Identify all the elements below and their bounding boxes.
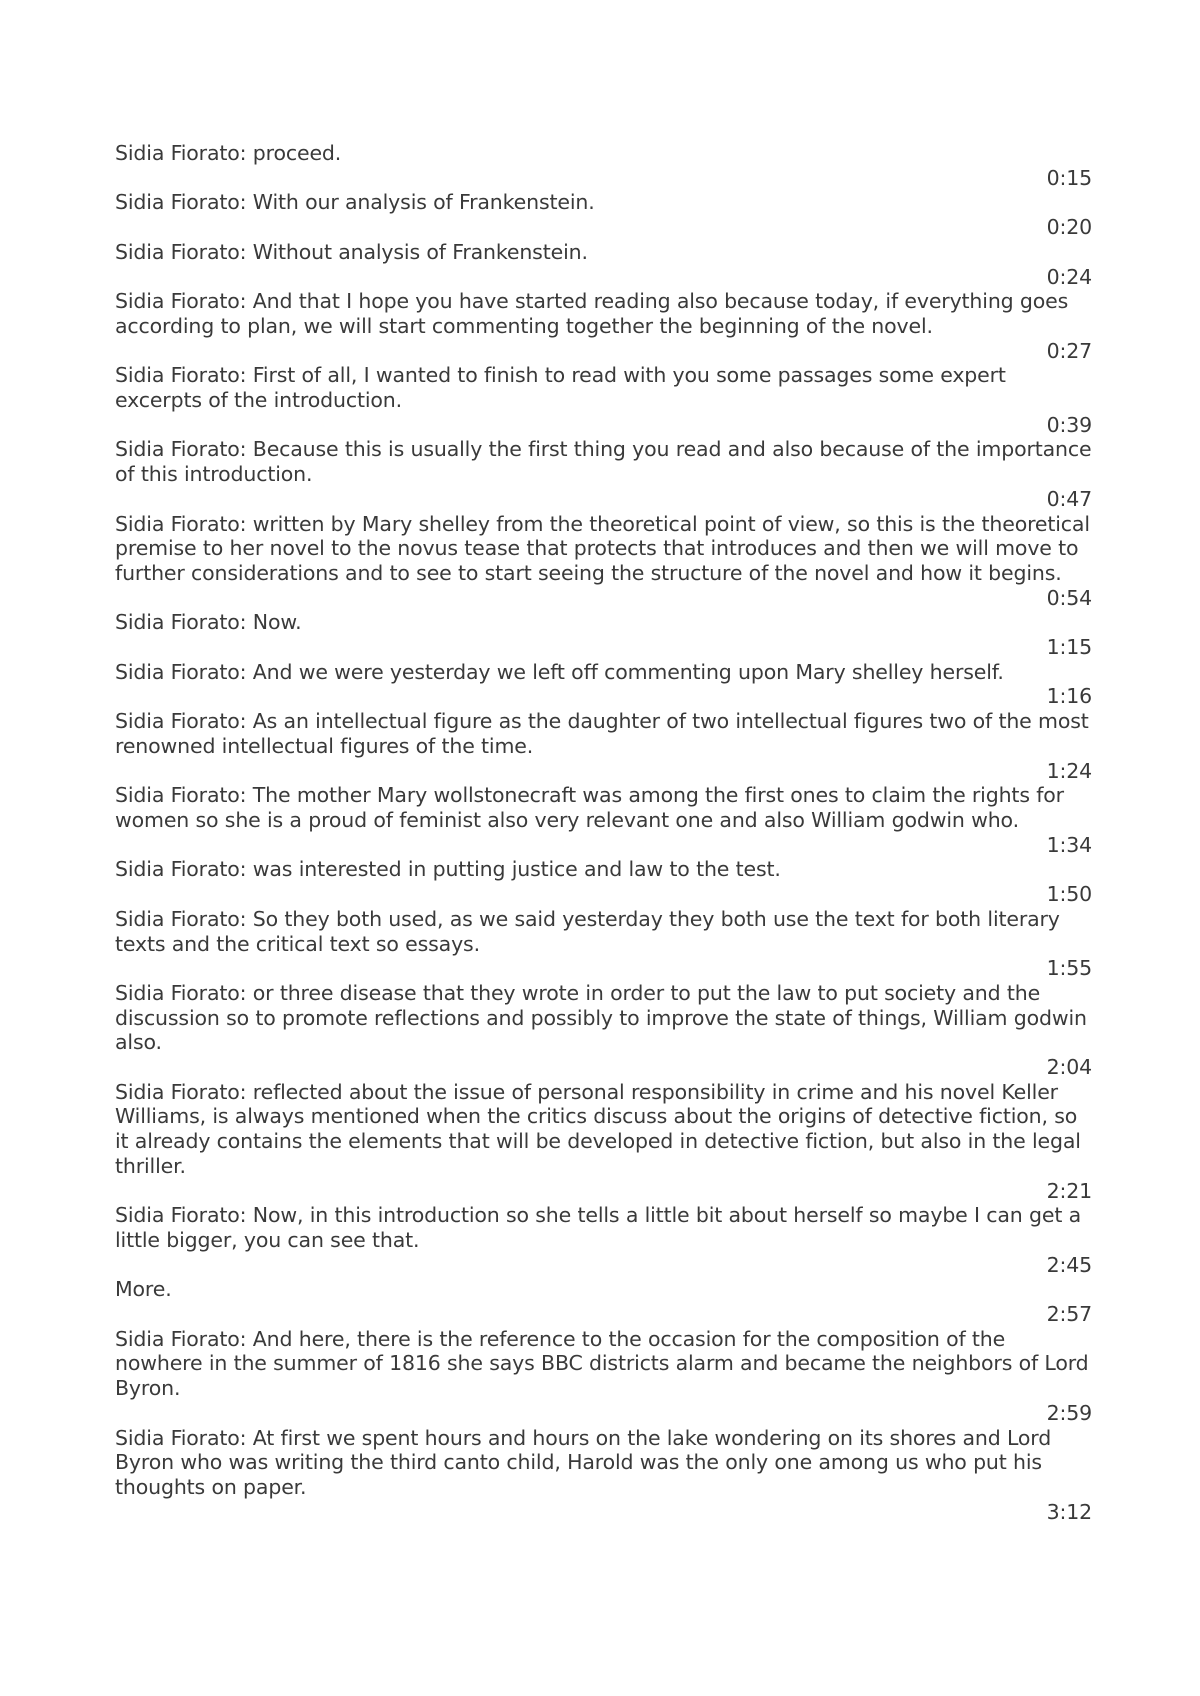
- timestamp: 2:59: [1046, 1400, 1092, 1425]
- transcript-entry: [115, 240, 1092, 289]
- transcript-entry: [115, 1203, 1092, 1277]
- transcript-entry: [115, 857, 1092, 906]
- timestamp: 0:54: [1046, 585, 1092, 610]
- timestamp: 0:24: [1046, 264, 1092, 289]
- transcript-entry: [115, 660, 1092, 709]
- transcript-entry: [115, 907, 1092, 981]
- timestamp: 1:15: [1046, 635, 1092, 660]
- transcript-entry: [115, 783, 1092, 857]
- timestamp: 1:24: [1046, 758, 1092, 783]
- transcript-line-text: Sidia Fiorato: First of all, I wanted to finish to read with you some passages some expert excerpts of the introduction.: [115, 363, 1006, 413]
- transcript-line-text: Sidia Fiorato: With our analysis of Frankenstein.: [115, 190, 595, 215]
- transcript-entry: [115, 1080, 1092, 1204]
- transcript-line-text: More.: [115, 1277, 172, 1302]
- transcript-entry: [115, 981, 1092, 1080]
- transcript-entry: [115, 190, 1092, 239]
- transcript-line-text: Sidia Fiorato: Without analysis of Frankenstein.: [115, 239, 588, 264]
- transcript-line-text: Sidia Fiorato: So they both used, as we said yesterday they both use the text for both literary texts and the critical text so essays.: [115, 906, 1060, 956]
- timestamp: 2:04: [1046, 1055, 1092, 1080]
- transcript-entry: [115, 1426, 1092, 1525]
- timestamp: 0:15: [1046, 165, 1092, 190]
- transcript-line-text: Sidia Fiorato: And we were yesterday we left off commenting upon Mary shelley herself.: [115, 659, 1004, 684]
- timestamp: 0:39: [1046, 412, 1092, 437]
- transcript-line-text: Sidia Fiorato: was interested in putting justice and law to the test.: [115, 857, 781, 882]
- transcript-entry: [115, 610, 1092, 659]
- transcript-line-text: Sidia Fiorato: And that I hope you have started reading also because today, if everything goes according to plan, we will start commenting together the beginning of the novel.: [115, 289, 1069, 338]
- transcript-entry: [115, 512, 1092, 611]
- timestamp: 2:45: [1046, 1252, 1092, 1277]
- transcript-entry: [115, 1327, 1092, 1426]
- transcript-line-text: Sidia Fiorato: At first we spent hours and hours on the lake wondering on its shores and Lord Byron who was writing the third canto child, Harold was the only one among us who put his thoughts on paper.: [115, 1425, 1052, 1499]
- transcript-line-text: Sidia Fiorato: proceed.: [115, 141, 342, 165]
- transcript-entry: [115, 141, 1092, 190]
- transcript-entry: [115, 437, 1092, 511]
- transcript-line-text: Sidia Fiorato: The mother Mary wollstonecraft was among the first ones to claim the rights for women so she is a proud of feminist also very relevant one and also William godwin who.: [115, 783, 1064, 832]
- timestamp: 0:27: [1046, 338, 1092, 363]
- transcript-line-text: Sidia Fiorato: Because this is usually the first thing you read and also because of the importance of this introduction.: [115, 437, 1092, 487]
- transcript-line-text: Sidia Fiorato: As an intellectual figure as the daughter of two intellectual figures two of the most renowned intellectual figures of the time.: [115, 709, 1089, 758]
- transcript-line-text: Sidia Fiorato: Now, in this introduction so she tells a little bit about herself so maybe I can get a little bigger, you can see that.: [115, 1203, 1082, 1252]
- timestamp: 2:57: [1046, 1302, 1092, 1327]
- timestamp: 1:55: [1046, 956, 1092, 981]
- transcript-line-text: Sidia Fiorato: or three disease that they wrote in order to put the law to put society and the discussion so to promote reflections and possibly to improve the state of things, William godwin also.: [115, 980, 1087, 1055]
- timestamp: 0:47: [1046, 486, 1092, 511]
- timestamp: 1:50: [1046, 882, 1092, 907]
- transcript-page: [115, 141, 1092, 1524]
- transcript-line-text: Sidia Fiorato: Now.: [115, 610, 302, 635]
- transcript-entry: [115, 289, 1092, 363]
- transcript-line-text: Sidia Fiorato: And here, there is the reference to the occasion for the composition of the nowhere in the summer of 1816 she says BBC districts alarm and became the neighbors of Lord Byron.: [115, 1326, 1089, 1401]
- transcript-entry: [115, 1277, 1092, 1326]
- timestamp: 1:16: [1046, 684, 1092, 709]
- transcript-entry: [115, 709, 1092, 783]
- transcript-entry: [115, 363, 1092, 437]
- timestamp: 2:21: [1046, 1178, 1092, 1203]
- transcript-line-text: Sidia Fiorato: written by Mary shelley from the theoretical point of view, so this is the theoretical premise to her novel to the novus tease that protects that introduces and then we will move to further considerations and to see to start seeing the structure of the novel and how it begins.: [115, 511, 1090, 585]
- timestamp: 0:20: [1046, 215, 1092, 240]
- timestamp: 1:34: [1046, 832, 1092, 857]
- transcript-line-text: Sidia Fiorato: reflected about the issue of personal responsibility in crime and his novel Keller Williams, is always mentioned when the critics discuss about the origins of detective fiction, so it already contains the elements that will be developed in detective fiction, but also in the legal thriller.: [115, 1079, 1081, 1178]
- timestamp: 3:12: [1046, 1499, 1092, 1524]
